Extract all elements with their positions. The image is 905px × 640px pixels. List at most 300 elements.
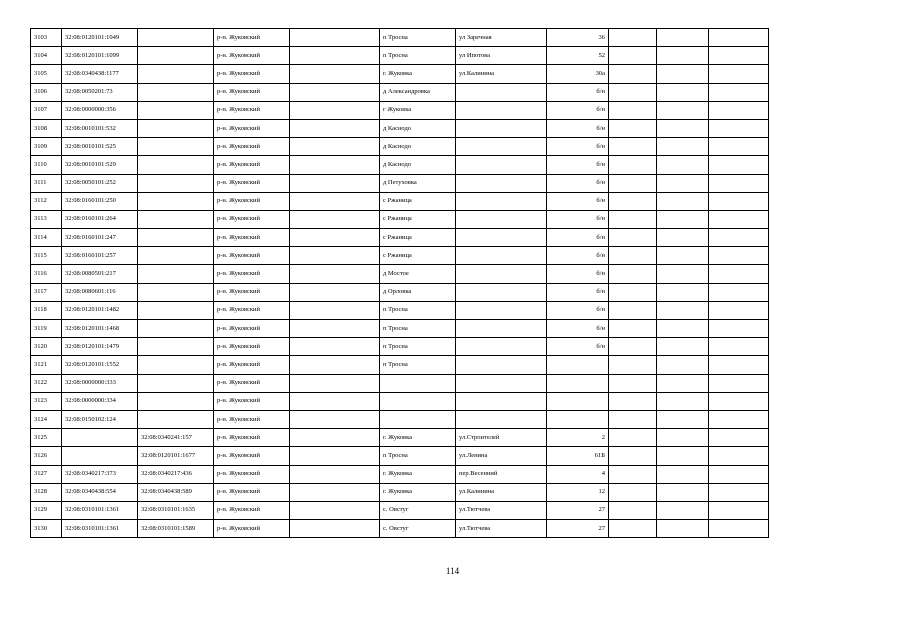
cell-extra-col-1 xyxy=(609,483,657,501)
cell-extra-col-2 xyxy=(657,229,709,247)
cell-district: р-н. Жуковский xyxy=(214,465,290,483)
cell-extra-col-3 xyxy=(709,47,769,65)
cell-extra-col-3 xyxy=(709,265,769,283)
cell-house-number xyxy=(547,392,609,410)
cell-cadastral-number: 32:08:0340438:1177 xyxy=(62,65,138,83)
cell-extra-col-1 xyxy=(609,465,657,483)
cell-cadastral-number: 32:08:0160101:264 xyxy=(62,210,138,228)
cell-extra-col-3 xyxy=(709,192,769,210)
cell-district: р-н. Жуковский xyxy=(214,101,290,119)
cell-settlement-type xyxy=(290,119,380,137)
cell-extra-col-3 xyxy=(709,174,769,192)
cell-locality: д Каснодо xyxy=(380,156,456,174)
cell-district: р-н. Жуковский xyxy=(214,374,290,392)
cell-cadastral-number-2 xyxy=(138,101,214,119)
cell-locality: д Петуховка xyxy=(380,174,456,192)
cell-district: р-н. Жуковский xyxy=(214,138,290,156)
cell-extra-col-2 xyxy=(657,301,709,319)
cell-row-number: 3129 xyxy=(31,501,62,519)
table-row xyxy=(31,47,769,65)
cell-row-number: 3112 xyxy=(31,192,62,210)
cell-street: ул Ипотова xyxy=(456,47,547,65)
cell-district: р-н. Жуковский xyxy=(214,174,290,192)
cell-extra-col-3 xyxy=(709,410,769,428)
cell-house-number: 27 xyxy=(547,501,609,519)
register-table xyxy=(30,28,769,538)
cell-house-number: б/н xyxy=(547,247,609,265)
cell-row-number: 3116 xyxy=(31,265,62,283)
cell-district: р-н. Жуковский xyxy=(214,301,290,319)
cell-house-number: б/н xyxy=(547,83,609,101)
cell-cadastral-number-2 xyxy=(138,320,214,338)
cell-cadastral-number xyxy=(62,447,138,465)
cell-row-number: 3108 xyxy=(31,119,62,137)
cell-settlement-type xyxy=(290,283,380,301)
register-table-container xyxy=(30,28,769,538)
cell-extra-col-1 xyxy=(609,192,657,210)
cell-locality: с Ржаница xyxy=(380,210,456,228)
cell-extra-col-3 xyxy=(709,65,769,83)
cell-cadastral-number-2: 32:08:0340217:436 xyxy=(138,465,214,483)
cell-street xyxy=(456,156,547,174)
cell-locality xyxy=(380,410,456,428)
cell-cadastral-number-2 xyxy=(138,229,214,247)
cell-house-number: 2 xyxy=(547,429,609,447)
cell-extra-col-3 xyxy=(709,483,769,501)
cell-extra-col-1 xyxy=(609,301,657,319)
cell-district: р-н. Жуковский xyxy=(214,501,290,519)
cell-settlement-type xyxy=(290,229,380,247)
cell-cadastral-number-2 xyxy=(138,374,214,392)
cell-settlement-type xyxy=(290,265,380,283)
cell-cadastral-number-2: 32:08:0120101:1677 xyxy=(138,447,214,465)
cell-extra-col-2 xyxy=(657,65,709,83)
cell-street xyxy=(456,265,547,283)
cell-cadastral-number: 32:08:0080501:217 xyxy=(62,265,138,283)
table-row xyxy=(31,210,769,228)
cell-extra-col-2 xyxy=(657,83,709,101)
cell-extra-col-1 xyxy=(609,156,657,174)
table-row xyxy=(31,265,769,283)
cell-row-number: 3122 xyxy=(31,374,62,392)
cell-extra-col-2 xyxy=(657,483,709,501)
cell-extra-col-2 xyxy=(657,410,709,428)
cell-extra-col-1 xyxy=(609,29,657,47)
cell-row-number: 3103 xyxy=(31,29,62,47)
cell-extra-col-3 xyxy=(709,320,769,338)
cell-street xyxy=(456,229,547,247)
cell-street xyxy=(456,392,547,410)
cell-street xyxy=(456,374,547,392)
cell-cadastral-number-2: 32:08:0340241:157 xyxy=(138,429,214,447)
cell-extra-col-3 xyxy=(709,283,769,301)
cell-locality: г. Жуковка xyxy=(380,483,456,501)
cell-row-number: 3128 xyxy=(31,483,62,501)
cell-cadastral-number-2 xyxy=(138,174,214,192)
cell-row-number: 3104 xyxy=(31,47,62,65)
cell-street xyxy=(456,356,547,374)
cell-settlement-type xyxy=(290,374,380,392)
cell-settlement-type xyxy=(290,192,380,210)
cell-locality: г. Жуковка xyxy=(380,465,456,483)
cell-house-number: 52 xyxy=(547,47,609,65)
cell-house-number: 27 xyxy=(547,520,609,538)
cell-settlement-type xyxy=(290,47,380,65)
cell-extra-col-2 xyxy=(657,29,709,47)
cell-cadastral-number: 32:08:0160101:250 xyxy=(62,192,138,210)
cell-locality: с Ржаница xyxy=(380,192,456,210)
cell-row-number: 3105 xyxy=(31,65,62,83)
cell-locality: д Орловка xyxy=(380,283,456,301)
table-row xyxy=(31,229,769,247)
cell-district: р-н. Жуковский xyxy=(214,410,290,428)
cell-settlement-type xyxy=(290,320,380,338)
cell-extra-col-1 xyxy=(609,338,657,356)
page-number: 114 xyxy=(445,566,460,576)
cell-extra-col-3 xyxy=(709,447,769,465)
cell-row-number: 3124 xyxy=(31,410,62,428)
cell-row-number: 3109 xyxy=(31,138,62,156)
cell-settlement-type xyxy=(290,210,380,228)
cell-cadastral-number: 32:08:0120101:1482 xyxy=(62,301,138,319)
cell-district: р-н. Жуковский xyxy=(214,47,290,65)
cell-cadastral-number-2 xyxy=(138,247,214,265)
cell-row-number: 3127 xyxy=(31,465,62,483)
table-row xyxy=(31,174,769,192)
cell-street xyxy=(456,410,547,428)
cell-extra-col-1 xyxy=(609,501,657,519)
cell-district: р-н. Жуковский xyxy=(214,447,290,465)
cell-extra-col-2 xyxy=(657,356,709,374)
cell-street: ул.Тютчева xyxy=(456,501,547,519)
cell-row-number: 3125 xyxy=(31,429,62,447)
cell-extra-col-3 xyxy=(709,465,769,483)
cell-cadastral-number: 32:08:0120101:1468 xyxy=(62,320,138,338)
cell-cadastral-number-2 xyxy=(138,356,214,374)
cell-street xyxy=(456,101,547,119)
cell-extra-col-1 xyxy=(609,410,657,428)
cell-cadastral-number-2 xyxy=(138,410,214,428)
cell-cadastral-number-2 xyxy=(138,156,214,174)
cell-cadastral-number-2: 32:08:0340438:589 xyxy=(138,483,214,501)
cell-cadastral-number-2 xyxy=(138,392,214,410)
cell-street: ул.Калинина xyxy=(456,483,547,501)
table-row xyxy=(31,520,769,538)
cell-house-number: б/н xyxy=(547,320,609,338)
cell-extra-col-3 xyxy=(709,301,769,319)
cell-street xyxy=(456,174,547,192)
cell-settlement-type xyxy=(290,356,380,374)
cell-extra-col-1 xyxy=(609,447,657,465)
cell-district: р-н. Жуковский xyxy=(214,83,290,101)
table-row xyxy=(31,283,769,301)
cell-cadastral-number: 32:08:0340438:554 xyxy=(62,483,138,501)
cell-street xyxy=(456,83,547,101)
cell-extra-col-2 xyxy=(657,247,709,265)
cell-extra-col-2 xyxy=(657,138,709,156)
cell-cadastral-number-2 xyxy=(138,265,214,283)
cell-settlement-type xyxy=(290,174,380,192)
cell-house-number: 36 xyxy=(547,29,609,47)
cell-row-number: 3107 xyxy=(31,101,62,119)
cell-locality: п Тросна xyxy=(380,320,456,338)
cell-street xyxy=(456,320,547,338)
table-row xyxy=(31,392,769,410)
cell-row-number: 3126 xyxy=(31,447,62,465)
cell-extra-col-1 xyxy=(609,47,657,65)
cell-extra-col-1 xyxy=(609,320,657,338)
cell-cadastral-number: 32:08:0010101:525 xyxy=(62,138,138,156)
cell-street xyxy=(456,119,547,137)
cell-cadastral-number: 32:08:0160101:247 xyxy=(62,229,138,247)
cell-house-number: 61Б xyxy=(547,447,609,465)
cell-house-number: б/н xyxy=(547,210,609,228)
cell-house-number: б/н xyxy=(547,283,609,301)
cell-row-number: 3114 xyxy=(31,229,62,247)
cell-house-number: б/н xyxy=(547,174,609,192)
cell-row-number: 3120 xyxy=(31,338,62,356)
cell-settlement-type xyxy=(290,501,380,519)
cell-extra-col-2 xyxy=(657,374,709,392)
cell-row-number: 3110 xyxy=(31,156,62,174)
cell-extra-col-2 xyxy=(657,447,709,465)
cell-street xyxy=(456,301,547,319)
cell-locality: п Тросна xyxy=(380,29,456,47)
cell-street: ул.Калинина xyxy=(456,65,547,83)
cell-row-number: 3123 xyxy=(31,392,62,410)
cell-extra-col-3 xyxy=(709,501,769,519)
table-row xyxy=(31,301,769,319)
cell-locality: п Тросна xyxy=(380,301,456,319)
cell-street xyxy=(456,192,547,210)
cell-district: р-н. Жуковский xyxy=(214,483,290,501)
cell-district: р-н. Жуковский xyxy=(214,210,290,228)
table-row xyxy=(31,101,769,119)
cell-street xyxy=(456,338,547,356)
cell-extra-col-1 xyxy=(609,229,657,247)
cell-extra-col-2 xyxy=(657,192,709,210)
cell-settlement-type xyxy=(290,301,380,319)
cell-extra-col-2 xyxy=(657,174,709,192)
cell-house-number: б/н xyxy=(547,265,609,283)
cell-cadastral-number: 32:08:0310101:1361 xyxy=(62,520,138,538)
cell-cadastral-number: 32:08:0160101:257 xyxy=(62,247,138,265)
cell-settlement-type xyxy=(290,101,380,119)
cell-cadastral-number-2: 32:08:0310101:1635 xyxy=(138,501,214,519)
cell-extra-col-3 xyxy=(709,101,769,119)
cell-extra-col-2 xyxy=(657,465,709,483)
cell-street xyxy=(456,138,547,156)
cell-extra-col-2 xyxy=(657,156,709,174)
cell-settlement-type xyxy=(290,65,380,83)
table-row xyxy=(31,501,769,519)
cell-house-number: б/н xyxy=(547,119,609,137)
cell-settlement-type xyxy=(290,83,380,101)
cell-extra-col-1 xyxy=(609,101,657,119)
cell-extra-col-3 xyxy=(709,156,769,174)
cell-district: р-н. Жуковский xyxy=(214,338,290,356)
cell-extra-col-1 xyxy=(609,429,657,447)
cell-settlement-type xyxy=(290,247,380,265)
cell-extra-col-2 xyxy=(657,501,709,519)
cell-row-number: 3106 xyxy=(31,83,62,101)
cell-extra-col-1 xyxy=(609,265,657,283)
cell-extra-col-2 xyxy=(657,265,709,283)
cell-extra-col-3 xyxy=(709,520,769,538)
cell-cadastral-number: 32:08:0000000:334 xyxy=(62,392,138,410)
cell-house-number xyxy=(547,356,609,374)
cell-locality: д Каснодо xyxy=(380,119,456,137)
cell-street: ул.Тютчева xyxy=(456,520,547,538)
cell-cadastral-number: 32:08:0120101:1099 xyxy=(62,47,138,65)
cell-extra-col-1 xyxy=(609,247,657,265)
cell-extra-col-2 xyxy=(657,47,709,65)
cell-extra-col-3 xyxy=(709,210,769,228)
cell-settlement-type xyxy=(290,465,380,483)
cell-house-number: б/н xyxy=(547,301,609,319)
cell-cadastral-number-2 xyxy=(138,47,214,65)
cell-street: ул.Ленина xyxy=(456,447,547,465)
table-row xyxy=(31,29,769,47)
cell-district: р-н. Жуковский xyxy=(214,65,290,83)
cell-extra-col-2 xyxy=(657,338,709,356)
cell-cadastral-number xyxy=(62,429,138,447)
cell-settlement-type xyxy=(290,138,380,156)
table-body xyxy=(31,29,769,538)
table-row xyxy=(31,138,769,156)
cell-district: р-н. Жуковский xyxy=(214,283,290,301)
cell-street xyxy=(456,247,547,265)
cell-locality: п Тросна xyxy=(380,47,456,65)
cell-extra-col-3 xyxy=(709,119,769,137)
cell-street xyxy=(456,210,547,228)
cell-row-number: 3121 xyxy=(31,356,62,374)
cell-district: р-н. Жуковский xyxy=(214,520,290,538)
cell-locality: г Жуковка xyxy=(380,101,456,119)
cell-cadastral-number: 32:08:0050101:252 xyxy=(62,174,138,192)
cell-extra-col-1 xyxy=(609,65,657,83)
cell-extra-col-1 xyxy=(609,210,657,228)
cell-locality: с Ржаница xyxy=(380,247,456,265)
cell-cadastral-number: 32:08:0000000:333 xyxy=(62,374,138,392)
table-row xyxy=(31,338,769,356)
table-row xyxy=(31,356,769,374)
cell-cadastral-number-2 xyxy=(138,65,214,83)
cell-cadastral-number-2 xyxy=(138,283,214,301)
cell-house-number: б/н xyxy=(547,101,609,119)
cell-district: р-н. Жуковский xyxy=(214,265,290,283)
cell-extra-col-1 xyxy=(609,356,657,374)
table-row xyxy=(31,247,769,265)
cell-locality: г. Жуковка xyxy=(380,429,456,447)
cell-cadastral-number: 32:08:0120101:1049 xyxy=(62,29,138,47)
cell-extra-col-1 xyxy=(609,174,657,192)
cell-locality: д Александровка xyxy=(380,83,456,101)
cell-locality: с. Овстуг xyxy=(380,501,456,519)
cell-street: пер.Весенний xyxy=(456,465,547,483)
cell-locality: п Тросна xyxy=(380,447,456,465)
cell-cadastral-number-2: 32:08:0310101:1589 xyxy=(138,520,214,538)
cell-house-number: б/н xyxy=(547,192,609,210)
cell-cadastral-number-2 xyxy=(138,138,214,156)
cell-street xyxy=(456,283,547,301)
cell-cadastral-number-2 xyxy=(138,338,214,356)
cell-cadastral-number: 32:08:0340217:373 xyxy=(62,465,138,483)
cell-house-number xyxy=(547,374,609,392)
cell-extra-col-3 xyxy=(709,338,769,356)
cell-locality: п Тросна xyxy=(380,338,456,356)
cell-district: р-н. Жуковский xyxy=(214,356,290,374)
cell-extra-col-1 xyxy=(609,119,657,137)
cell-locality: п Тросна xyxy=(380,356,456,374)
cell-settlement-type xyxy=(290,520,380,538)
cell-cadastral-number: 32:08:0010101:532 xyxy=(62,119,138,137)
cell-row-number: 3111 xyxy=(31,174,62,192)
cell-district: р-н. Жуковский xyxy=(214,29,290,47)
cell-row-number: 3115 xyxy=(31,247,62,265)
table-row xyxy=(31,65,769,83)
cell-extra-col-2 xyxy=(657,392,709,410)
cell-house-number: 30а xyxy=(547,65,609,83)
cell-locality: с. Овстуг xyxy=(380,520,456,538)
table-row xyxy=(31,320,769,338)
cell-extra-col-3 xyxy=(709,29,769,47)
cell-cadastral-number: 32:08:0010101:529 xyxy=(62,156,138,174)
cell-settlement-type xyxy=(290,29,380,47)
cell-house-number: б/н xyxy=(547,138,609,156)
cell-extra-col-2 xyxy=(657,101,709,119)
cell-extra-col-1 xyxy=(609,520,657,538)
cell-extra-col-3 xyxy=(709,138,769,156)
cell-row-number: 3113 xyxy=(31,210,62,228)
cell-locality xyxy=(380,374,456,392)
cell-house-number: б/н xyxy=(547,229,609,247)
cell-row-number: 3117 xyxy=(31,283,62,301)
cell-house-number: 12 xyxy=(547,483,609,501)
cell-cadastral-number-2 xyxy=(138,29,214,47)
cell-extra-col-2 xyxy=(657,320,709,338)
cell-street: ул Заречная xyxy=(456,29,547,47)
cell-extra-col-2 xyxy=(657,119,709,137)
cell-cadastral-number-2 xyxy=(138,301,214,319)
cell-extra-col-1 xyxy=(609,374,657,392)
cell-extra-col-1 xyxy=(609,83,657,101)
cell-row-number: 3119 xyxy=(31,320,62,338)
table-row xyxy=(31,410,769,428)
cell-district: р-н. Жуковский xyxy=(214,429,290,447)
table-row xyxy=(31,374,769,392)
cell-district: р-н. Жуковский xyxy=(214,229,290,247)
cell-cadastral-number-2 xyxy=(138,192,214,210)
cell-row-number: 3130 xyxy=(31,520,62,538)
cell-locality: с Ржаница xyxy=(380,229,456,247)
cell-extra-col-1 xyxy=(609,392,657,410)
cell-extra-col-3 xyxy=(709,429,769,447)
cell-cadastral-number-2 xyxy=(138,119,214,137)
cell-house-number: б/н xyxy=(547,338,609,356)
table-row xyxy=(31,465,769,483)
cell-locality: д Мостое xyxy=(380,265,456,283)
table-row xyxy=(31,192,769,210)
cell-extra-col-3 xyxy=(709,247,769,265)
cell-district: р-н. Жуковский xyxy=(214,119,290,137)
cell-district: р-н. Жуковский xyxy=(214,247,290,265)
cell-settlement-type xyxy=(290,483,380,501)
table-row xyxy=(31,83,769,101)
table-row xyxy=(31,156,769,174)
cell-settlement-type xyxy=(290,447,380,465)
cell-settlement-type xyxy=(290,410,380,428)
